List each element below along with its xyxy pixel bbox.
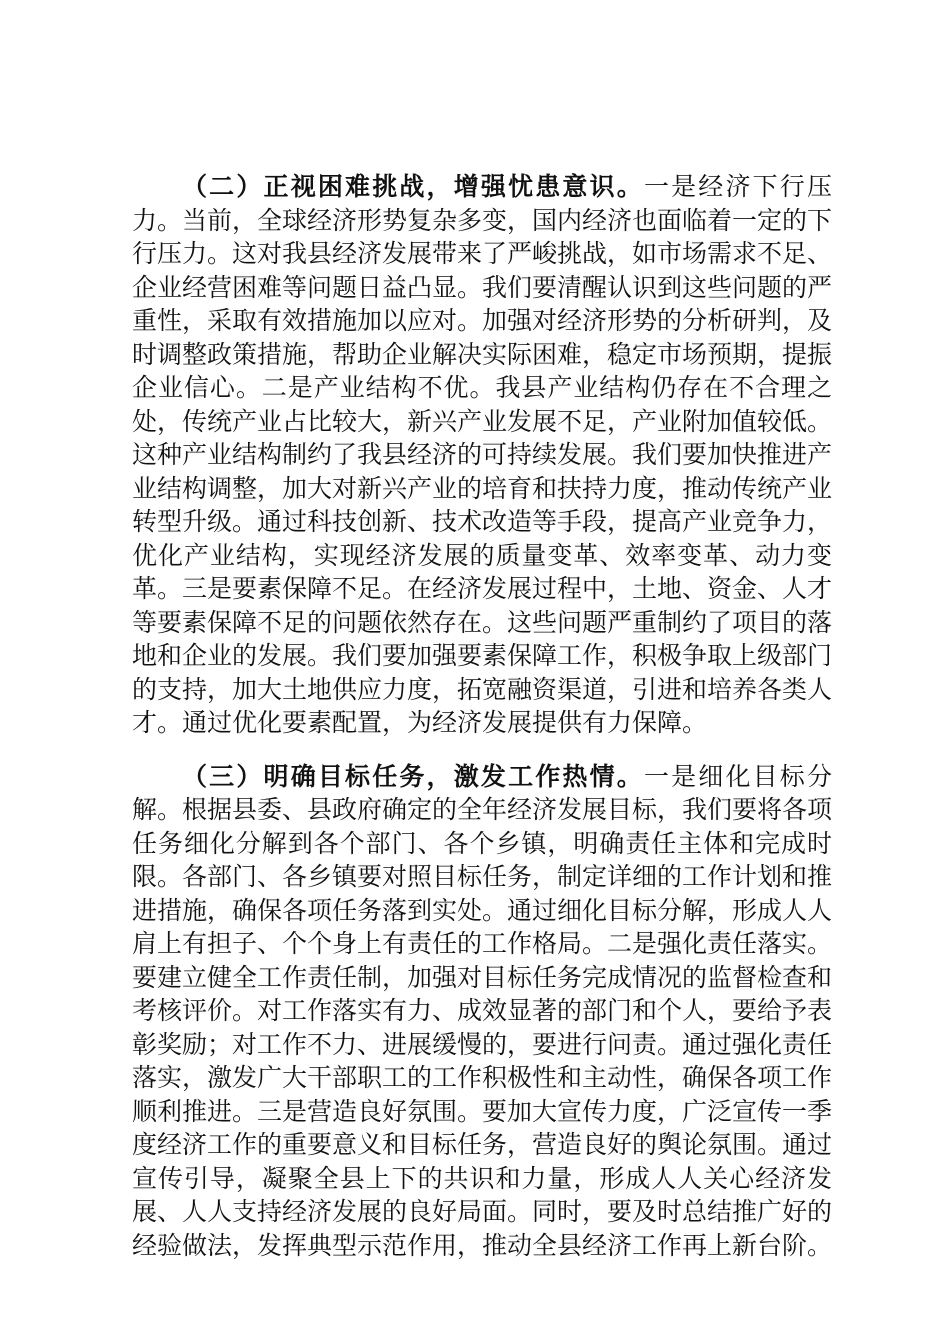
document-page bbox=[132, 170, 832, 1262]
section-heading-2: （二）正视困难挑战，增强忧患意识。 bbox=[182, 172, 644, 201]
section-body-3: 一是细化目标分解。根据县委、县政府确定的全年经济发展目标，我们要将各项任务细化分解到各个部门、各个乡镇，明确责任主体和完成时限。各部门、各乡镇要对照目标任务，制定详细的工作计划和推进措施，确保各项任务落到实处。通过细化目标分解，形成人人肩上有担子、个个身上有责任的工作格局。二是强化责任落实。要建立健全工作责任制，加强对目标任务完成情况的监督检查和考核评价。对工作落实有力、成效显著的部门和个人，要给予表彰奖励；对工作不力、进展缓慢的，要进行问责。通过强化责任落实，激发广大干部职工的工作积极性和主动性，确保各项工作顺利推进。三是营造良好氛围。要加大宣传力度，广泛宣传一季度经济工作的重要意义和目标任务，营造良好的舆论氛围。通过宣传引导，凝聚全县上下的共识和力量，形成人人关心经济发展、人人支持经济发展的良好局面。同时，要及时总结推广好的经验做法，发挥典型示范作用，推动全县经济工作再上新台阶。 bbox=[132, 761, 833, 1260]
section-paragraph-2 bbox=[132, 170, 832, 740]
section-paragraph-3 bbox=[132, 760, 832, 1263]
section-heading-3: （三）明确目标任务，激发工作热情。 bbox=[182, 761, 644, 791]
section-body-2: 一是经济下行压力。当前，全球经济形势复杂多变，国内经济也面临着一定的下行压力。这对我县经济发展带来了严峻挑战，如市场需求不足、企业经营困难等问题日益凸显。我们要清醒认识到这些问题的严重性，采取有效措施加以应对。加强对经济形势的分析研判，及时调整政策措施，帮助企业解决实际困难，稳定市场预期，提振企业信心。二是产业结构不优。我县产业结构仍存在不合理之处，传统产业占比较大，新兴产业发展不足，产业附加值较低。这种产业结构制约了我县经济的可持续发展。我们要加快推进产业结构调整，加大对新兴产业的培育和扶持力度，推动传统产业转型升级。通过科技创新、技术改造等手段，提高产业竞争力，优化产业结构，实现经济发展的质量变革、效率变革、动力变革。三是要素保障不足。在经济发展过程中，土地、资金、人才等要素保障不足的问题依然存在。这些问题严重制约了项目的落地和企业的发展。我们要加强要素保障工作，积极争取上级部门的支持，加大土地供应力度，拓宽融资渠道，引进和培养各类人才。通过优化要素配置，为经济发展提供有力保障。 bbox=[132, 172, 833, 737]
